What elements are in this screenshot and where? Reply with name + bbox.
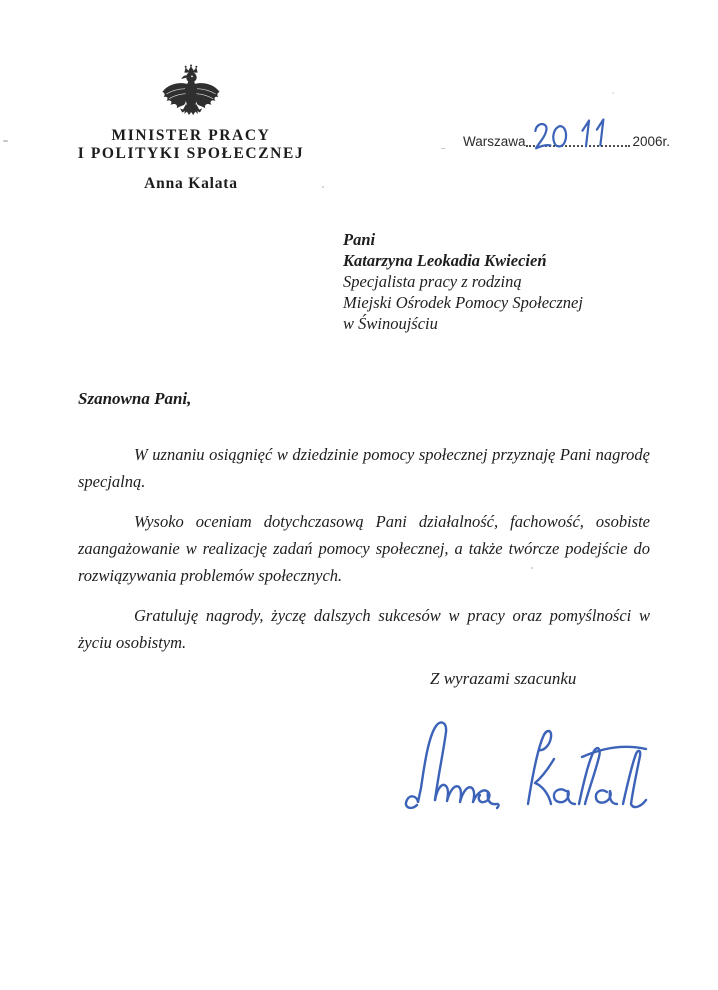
closing-phrase: Z wyrazami szacunku [430, 669, 577, 688]
recipient-block [343, 229, 583, 334]
recipient-name: Katarzyna Leokadia Kwiecień [343, 251, 547, 270]
dateline-city: Warszawa [463, 134, 526, 149]
scan-speck [3, 140, 8, 142]
recipient-title: Specjalista pracy z rodziną [343, 272, 522, 291]
handwritten-date [528, 114, 624, 152]
body-paragraph-1: W uznaniu osiągnięć w dziedzinie pomocy społecznej przyznaję Pani nagrodę specjalną. [78, 445, 650, 491]
recipient-line: Pani [343, 230, 376, 249]
body-paragraph-2: Wysoko oceniam dotychczasową Pani działalność, fachowość, osobiste zaangażowanie w realizację zadań pomocy społecznej, a także twórcze podejście do rozwiązywania problemów społecznych. [78, 512, 650, 585]
recipient-institution: Miejski Ośrodek Pomocy Społecznej [343, 293, 583, 312]
dateline-year: 2006r. [632, 134, 671, 149]
scan-speck [322, 186, 324, 188]
signature-anna-kalata [392, 703, 654, 818]
scan-speck [441, 148, 445, 149]
dateline [463, 132, 670, 149]
salutation: Szanowna Pani, [78, 389, 192, 408]
polish-eagle-emblem [154, 64, 228, 124]
official-name: Anna Kalata [144, 175, 238, 192]
scan-speck [612, 92, 614, 94]
body-paragraph-3: Gratuluję nagrody, życzę dalszych sukcesów w pracy oraz pomyślności w życiu osobistym. [78, 606, 650, 652]
letterhead [58, 64, 324, 193]
office-title-line2: I POLITYKI SPOŁECZNEJ [77, 144, 305, 162]
letter-body [78, 441, 650, 669]
scan-speck [531, 567, 533, 569]
recipient-city: w Świnoujściu [343, 314, 438, 333]
office-title-line1: MINISTER PRACY [111, 127, 271, 144]
date-dotted-line [526, 132, 630, 147]
